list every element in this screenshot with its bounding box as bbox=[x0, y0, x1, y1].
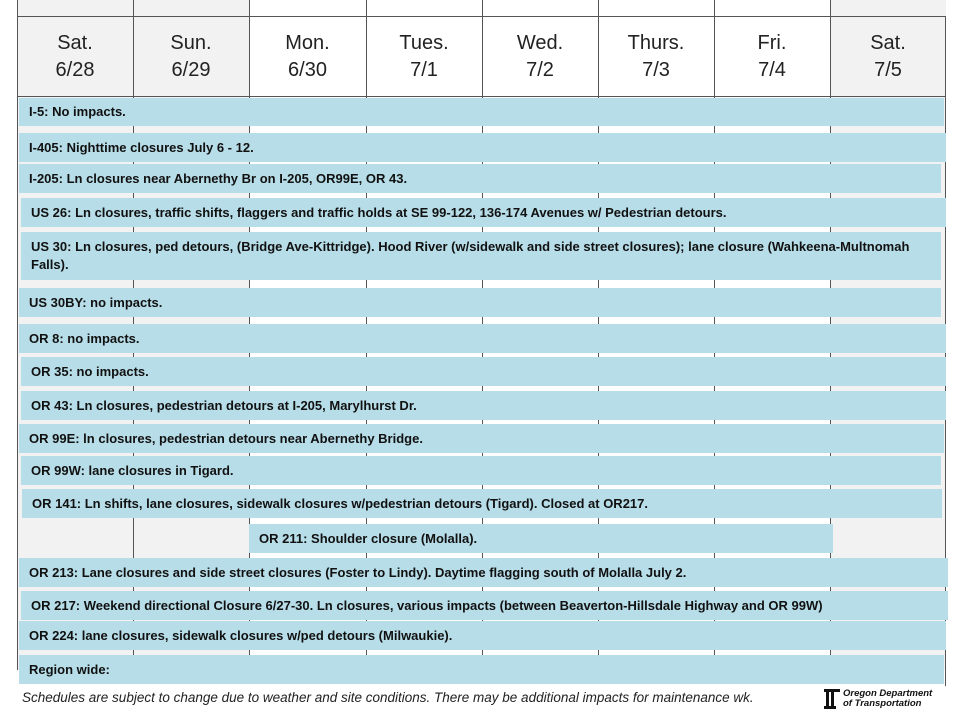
impact-bar-or99e bbox=[19, 424, 944, 453]
impact-text: US 30BY: no impacts. bbox=[29, 294, 163, 310]
impact-text: OR 213: Lane closures and side street closures (Foster to Lindy). Daytime flagging south of Molalla July 2. bbox=[29, 564, 687, 580]
header-day-0 bbox=[17, 17, 133, 96]
header-day-1 bbox=[133, 17, 249, 96]
impact-bar-or35 bbox=[21, 357, 946, 386]
impact-bar-or99w bbox=[21, 456, 941, 485]
header-day-4 bbox=[482, 17, 598, 96]
header-day-3 bbox=[366, 17, 482, 96]
odot-logo bbox=[824, 689, 932, 709]
day-name: Mon. bbox=[285, 31, 330, 54]
day-date: 7/5 bbox=[874, 58, 902, 81]
day-name: Sun. bbox=[170, 31, 212, 54]
day-name: Sat. bbox=[57, 31, 93, 54]
day-name: Tues. bbox=[399, 31, 449, 54]
impact-bar-or213 bbox=[19, 558, 948, 587]
impact-bar-or217 bbox=[21, 591, 948, 620]
day-name: Wed. bbox=[516, 31, 564, 54]
impact-text: OR 99E: ln closures, pedestrian detours near Abernethy Bridge. bbox=[29, 430, 423, 446]
impact-bar-us30 bbox=[21, 232, 941, 280]
impact-bar-i405 bbox=[19, 133, 946, 162]
odot-logo-icon bbox=[824, 689, 840, 709]
impact-text: US 30: Ln closures, ped detours, (Bridge Ave-Kittridge). Hood River (w/sidewalk and side street closures); lane closure (Wahkeena-Multnomah Falls). bbox=[31, 239, 910, 272]
day-name: Sat. bbox=[870, 31, 906, 54]
impact-text: I-405: Nighttime closures July 6 - 12. bbox=[29, 139, 254, 155]
header-day-6 bbox=[714, 17, 830, 96]
impact-text: OR 99W: lane closures in Tigard. bbox=[31, 462, 234, 478]
day-date: 6/29 bbox=[171, 58, 211, 81]
impact-bar-or8 bbox=[19, 324, 946, 353]
impact-text: OR 217: Weekend directional Closure 6/27-30. Ln closures, various impacts (between Beaverton-Hillsdale Highway and OR 99W) bbox=[31, 597, 823, 613]
impact-bar-us26 bbox=[21, 198, 946, 227]
day-date: 7/4 bbox=[758, 58, 786, 81]
impact-bar-us30by bbox=[19, 288, 941, 317]
header-day-5 bbox=[598, 17, 714, 96]
header-day-2 bbox=[249, 17, 366, 96]
impact-text: OR 43: Ln closures, pedestrian detours at I-205, Marylhurst Dr. bbox=[31, 397, 417, 413]
impact-text: Region wide: bbox=[29, 661, 110, 677]
day-date: 6/30 bbox=[288, 58, 327, 81]
impact-bar-or43 bbox=[21, 391, 946, 420]
day-date: 7/2 bbox=[526, 58, 554, 81]
impact-text: OR 8: no impacts. bbox=[29, 330, 140, 346]
odot-logo-text: Oregon Department of Transportation bbox=[843, 688, 933, 709]
impact-bar-or224 bbox=[19, 621, 946, 650]
footer-note: Schedules are subject to change due to weather and site conditions. There may be additional impacts for maintenance wk. bbox=[22, 690, 754, 705]
impact-text: US 26: Ln closures, traffic shifts, flaggers and traffic holds at SE 99-122, 136-174 Avenues w/ Pedestrian detours. bbox=[31, 204, 727, 220]
impact-bar-i5 bbox=[19, 98, 944, 126]
impact-bar-or141 bbox=[22, 489, 942, 518]
day-name: Fri. bbox=[757, 31, 787, 54]
day-date: 6/28 bbox=[55, 58, 95, 81]
impact-text: OR 224: lane closures, sidewalk closures w/ped detours (Milwaukie). bbox=[29, 627, 453, 643]
impact-text: OR 35: no impacts. bbox=[31, 363, 149, 379]
impact-text: OR 211: Shoulder closure (Molalla). bbox=[259, 530, 478, 546]
impact-text: I-205: Ln closures near Abernethy Br on I-205, OR99E, OR 43. bbox=[29, 170, 408, 186]
day-date: 7/1 bbox=[410, 58, 438, 81]
impact-text: OR 141: Ln shifts, lane closures, sidewalk closures w/pedestrian detours (Tigard). Closed at OR217. bbox=[32, 495, 649, 511]
impact-bar-or211 bbox=[249, 524, 833, 553]
header-divider bbox=[17, 96, 946, 97]
impact-bar-region-wide bbox=[19, 655, 944, 684]
day-date: 7/3 bbox=[642, 58, 670, 81]
impact-bar-i205 bbox=[19, 164, 941, 193]
impact-text: I-5: No impacts. bbox=[29, 104, 126, 119]
header-day-7 bbox=[830, 17, 946, 96]
day-name: Thurs. bbox=[627, 31, 685, 54]
